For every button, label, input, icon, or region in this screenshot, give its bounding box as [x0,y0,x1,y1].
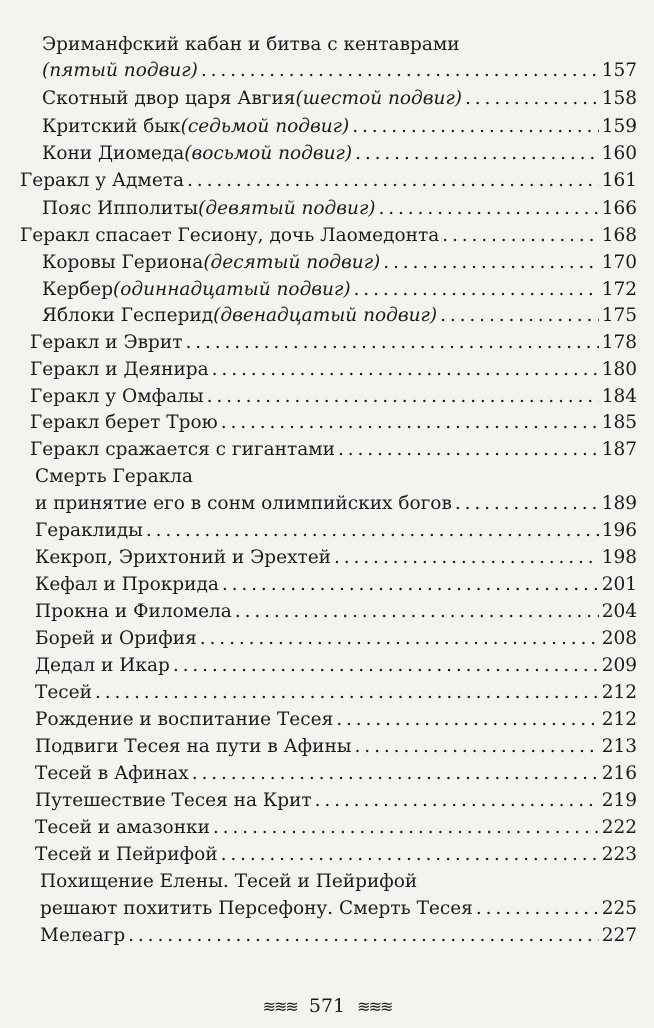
toc-entry [42,86,637,112]
dot-leader [465,86,599,112]
entry-page-number: 212 [601,682,637,703]
dot-leader [352,114,598,140]
toc-entry [35,518,637,544]
entry-title: Подвиги Тесея на пути в Афины [35,736,352,757]
dot-leader [354,277,599,303]
toc-entry [35,653,637,679]
dot-leader [455,491,599,517]
entry-title: Рождение и воспитание Тесея [35,709,334,730]
entry-page-number: 184 [601,386,637,407]
entry-title: Кони Диомеда [42,143,185,164]
entry-title: Путешествие Тесея на Крит [35,790,312,811]
entry-title: Гераклиды [35,520,143,541]
toc-entry [42,277,637,303]
entry-page-number: 208 [601,628,637,649]
dot-leader [221,410,599,436]
toc-entry [42,141,637,167]
dot-leader [440,303,599,329]
entry-page-number: 187 [601,439,637,460]
entry-page-number: 175 [601,305,637,326]
entry-page-number: 209 [601,655,637,676]
dot-leader [146,518,599,544]
entry-title: Кефал и Прокрида [35,574,219,595]
toc-entry [35,491,637,517]
dot-leader [334,545,599,571]
dot-leader [200,626,599,652]
entry-title: Геракл берет Трою [30,412,218,433]
toc-entry [30,357,637,383]
toc-entry [30,437,637,463]
entry-title: Пояс Ипполиты [42,198,199,219]
toc-entry [42,32,637,58]
toc-entry [42,196,637,222]
entry-title: Похищение Елены. Тесей и Пейрифой [40,871,418,892]
dot-leader [95,680,599,706]
entry-page-number: 166 [601,198,637,219]
entry-title: Тесей в Афинах [35,763,189,784]
dot-leader [207,384,599,410]
entry-page-number: 222 [601,817,637,838]
dot-leader [213,815,599,841]
entry-page-number: 180 [601,359,637,380]
ornament-right-icon: ≋≋≋ [357,997,392,1016]
toc-entry [35,707,637,733]
entry-page-number: 198 [601,547,637,568]
toc-entry [42,303,637,329]
entry-title: Смерть Геракла [35,466,193,487]
entry-page-number: 212 [601,709,637,730]
dot-leader [192,761,599,787]
entry-subtitle: (десятый подвиг) [203,252,381,273]
entry-title: Прокна и Филомела [35,601,232,622]
entry-subtitle: (двенадцатый подвиг) [213,305,438,326]
dot-leader [383,250,598,276]
entry-title: Геракл спасает Гесиону, дочь Лаомедонта [20,225,440,246]
toc-entry [35,761,637,787]
entry-page-number: 157 [601,60,637,81]
entry-title: Борей и Орифия [35,628,197,649]
entry-page-number: 160 [601,143,637,164]
dot-leader [442,223,598,249]
toc-entry [20,223,637,249]
dot-leader [355,141,599,167]
toc-entry [40,869,637,895]
entry-page-number: 185 [601,412,637,433]
toc-entry [35,734,637,760]
dot-leader [187,168,599,194]
toc-entry [20,168,637,194]
entry-subtitle: (одиннадцатый подвиг) [113,279,351,300]
entry-title: Геракл и Деянира [30,359,209,380]
page-folio [0,992,654,1021]
dot-leader [173,653,599,679]
toc-entry [42,250,637,276]
entry-page-number: 196 [601,520,637,541]
dot-leader [336,707,598,733]
entry-title: Дедал и Икар [35,655,170,676]
entry-title: Тесей [35,682,92,703]
page-number: 571 [308,995,346,1017]
entry-subtitle: (седьмой подвиг) [180,116,350,137]
entry-page-number: 170 [601,252,637,273]
dot-leader [355,734,599,760]
toc-entry [40,896,637,922]
toc-entry [35,788,637,814]
toc-entry [42,58,637,84]
dot-leader [338,437,599,463]
entry-page-number: 223 [601,844,637,865]
dot-leader [476,896,599,922]
entry-page-number: 159 [601,116,637,137]
dot-leader [128,923,599,949]
entry-page-number: 225 [601,898,637,919]
toc-entry [35,572,637,598]
entry-page-number: 178 [601,332,637,353]
toc-entry [35,842,637,868]
entry-page-number: 204 [601,601,637,622]
entry-subtitle: (девятый подвиг) [198,198,376,219]
entry-title: Мелеагр [40,925,126,946]
entry-subtitle: (пятый подвиг) [42,60,198,81]
dot-leader [201,58,599,84]
entry-title: решают похитить Персефону. Смерть Тесея [40,898,473,919]
entry-title: Кербер [42,279,114,300]
dot-leader [222,572,599,598]
dot-leader [212,357,599,383]
toc-entry [30,330,637,356]
dot-leader [235,599,599,625]
entry-page-number: 219 [601,790,637,811]
dot-leader [315,788,599,814]
toc-entry [42,114,637,140]
toc-entry [35,815,637,841]
entry-title: Геракл у Адмета [20,170,185,191]
entry-title: Коровы Гериона [42,252,204,273]
toc-entry [35,626,637,652]
entry-title: Геракл у Омфалы [30,386,204,407]
toc-entry [30,410,637,436]
toc-entry [30,384,637,410]
entry-page-number: 172 [601,279,637,300]
dot-leader [221,842,599,868]
toc-entry [35,680,637,706]
entry-page-number: 189 [601,493,637,514]
ornament-left-icon: ≋≋≋ [262,997,297,1016]
toc-entry [35,464,637,490]
entry-page-number: 227 [601,925,637,946]
toc-entry [35,599,637,625]
entry-title: Тесей и Пейрифой [35,844,218,865]
entry-page-number: 213 [601,736,637,757]
entry-page-number: 216 [601,763,637,784]
entry-page-number: 161 [601,170,637,191]
entry-title: и принятие его в сонм олимпийских богов [35,493,452,514]
entry-title: Геракл сражается с гигантами [30,439,335,460]
entry-title: Тесей и амазонки [35,817,210,838]
entry-title: Геракл и Эврит [30,332,183,353]
dot-leader [185,330,598,356]
entry-subtitle: (восьмой подвиг) [184,143,353,164]
entry-page-number: 201 [601,574,637,595]
toc-entry [35,545,637,571]
entry-title: Яблоки Гесперид [42,305,214,326]
entry-page-number: 168 [601,225,637,246]
entry-title: Скотный двор царя Авгия [42,88,296,109]
entry-title: Кекроп, Эрихтоний и Эрехтей [35,547,332,568]
entry-title: Критский бык [42,116,181,137]
dot-leader [379,196,599,222]
entry-title: Эриманфский кабан и битва с кентаврами [42,34,460,55]
toc-entry [40,923,637,949]
entry-subtitle: (шестой подвиг) [295,88,463,109]
entry-page-number: 158 [601,88,637,109]
